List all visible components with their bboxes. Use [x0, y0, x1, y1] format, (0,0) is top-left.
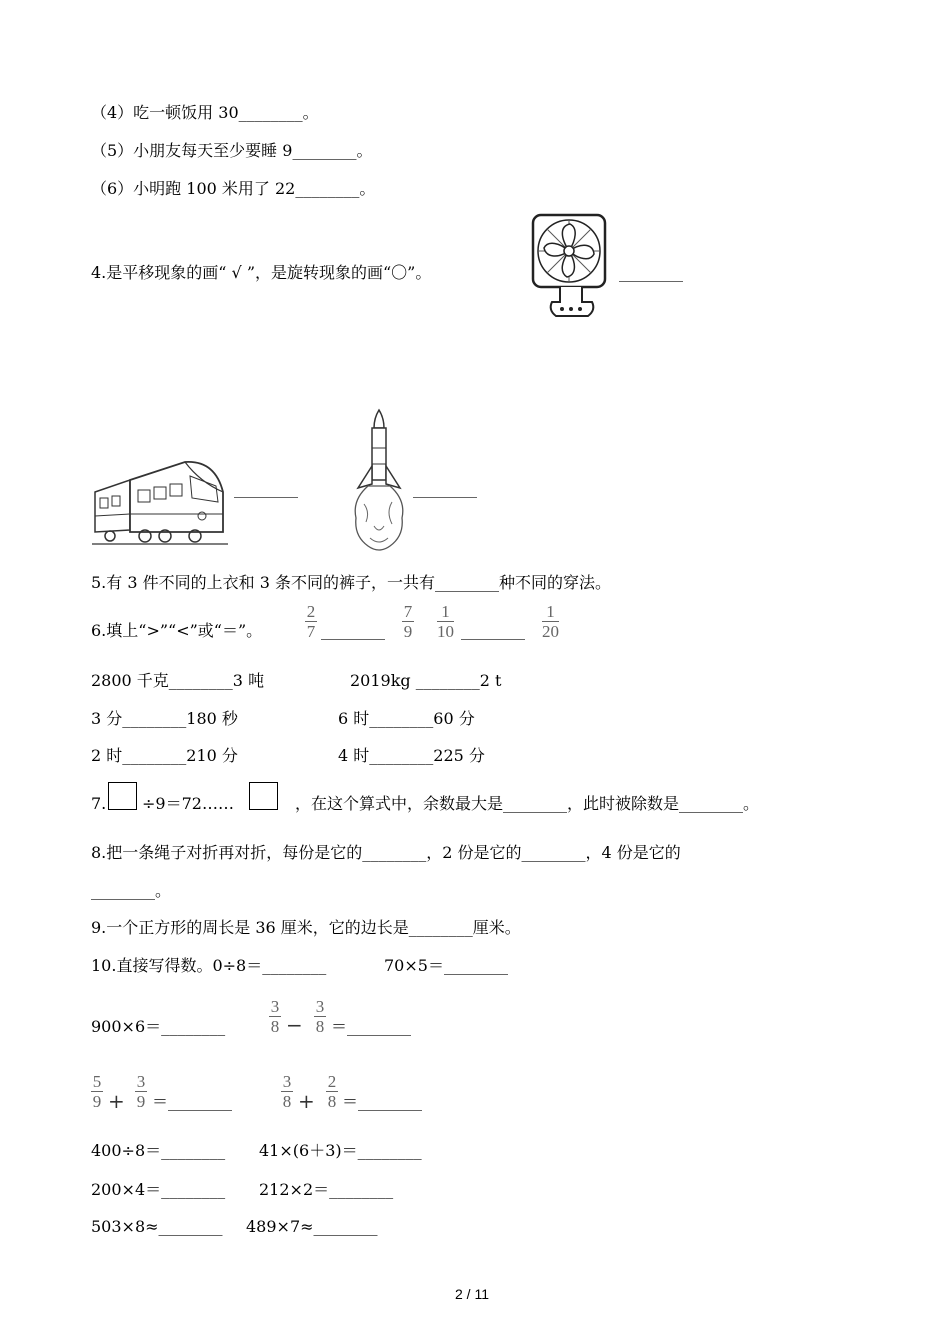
plus-sign: + [298, 1089, 315, 1113]
rocket-icon [348, 408, 410, 553]
q10-line-1b: 70×5＝________ [384, 956, 508, 975]
minus-sign: − [286, 1013, 303, 1037]
q6-compare-row1b: 2019kg ________2 t [350, 671, 502, 690]
q10-fraction-2-8: 2 8 [327, 1072, 337, 1111]
q6-compare-row3b: 4 时________225 分 [338, 746, 485, 765]
q10-400div8: 400÷8＝________ [91, 1141, 226, 1160]
q8-line-1: 8.把一条绳子对折再对折，每份是它的________，2 份是它的________，4 份是它的 [91, 843, 681, 862]
q6-compare-row3a: 2 时________210 分 [91, 746, 238, 765]
q10-blank-c: ＝________ [342, 1092, 423, 1111]
remainder-box[interactable] [249, 782, 278, 810]
q10-41x: 41×(6＋3)＝________ [259, 1141, 422, 1160]
q6-compare-row2a: 3 分________180 秒 [91, 709, 238, 728]
dividend-box[interactable] [108, 782, 137, 810]
q3-item-6: （6）小明跑 100 米用了 22________。 [91, 179, 376, 198]
q6-prompt: 6.填上“>”“<”或“＝”。 [91, 621, 263, 640]
q10-200x4: 200×4＝________ [91, 1180, 226, 1199]
q6-blank-1[interactable]: ________ [321, 621, 385, 640]
q6-compare-row1a: 2800 千克________3 吨 [91, 671, 265, 690]
q10-fraction-3-8-a: 3 8 [270, 997, 280, 1036]
q6-fraction-1-10: 1 10 [437, 602, 454, 641]
q6-fraction-7-9: 7 9 [403, 602, 413, 641]
q4-blank-fan[interactable]: ________ [619, 263, 683, 282]
q3-item-4: （4）吃一顿饭用 30________。 [91, 103, 319, 122]
q6-compare-row2b: 6 时________60 分 [338, 709, 475, 728]
q10-blank-b: ＝________ [152, 1092, 233, 1111]
q3-item-5: （5）小朋友每天至少要睡 9________。 [91, 141, 373, 160]
plus-sign: + [108, 1089, 125, 1113]
q10-blank-a: ＝________ [331, 1017, 412, 1036]
q10-489x7: 489×7≈________ [246, 1217, 378, 1236]
q10-212x2: 212×2＝________ [259, 1180, 394, 1199]
q10-503x8: 503×8≈________ [91, 1217, 223, 1236]
q7-number: 7. [91, 794, 107, 813]
q4-blank-rocket[interactable]: ________ [413, 479, 477, 498]
q7-question: ，在这个算式中，余数最大是________，此时被除数是________。 [295, 794, 760, 813]
q9-text: 9.一个正方形的周长是 36 厘米，它的边长是________厘米。 [91, 918, 521, 937]
q10-900x6: 900×6＝________ [91, 1017, 226, 1036]
q10-fraction-3-9: 3 9 [136, 1072, 146, 1111]
fan-icon [530, 212, 610, 324]
q8-line-2: ________。 [91, 881, 172, 900]
train-icon [90, 452, 230, 552]
q10-fraction-5-9: 5 9 [92, 1072, 102, 1111]
q7-equation: ÷9＝72…… [142, 794, 234, 813]
page-number: 2 / 11 [455, 1286, 489, 1302]
q10-fraction-3-8-b: 3 8 [315, 997, 325, 1036]
q6-fraction-1-20: 1 20 [542, 602, 559, 641]
q4-prompt: 4.是平移现象的画“ √ ”，是旋转现象的画“〇”。 [91, 263, 432, 282]
q5-text: 5.有 3 件不同的上衣和 3 条不同的裤子，一共有________种不同的穿法。 [91, 573, 611, 592]
q10-fraction-3-8-c: 3 8 [282, 1072, 292, 1111]
q6-fraction-2-7: 2 7 [306, 602, 316, 641]
q4-blank-train[interactable]: ________ [234, 479, 298, 498]
q10-line-1a: 10.直接写得数。0÷8＝________ [91, 956, 327, 975]
q6-blank-2[interactable]: ________ [461, 621, 525, 640]
